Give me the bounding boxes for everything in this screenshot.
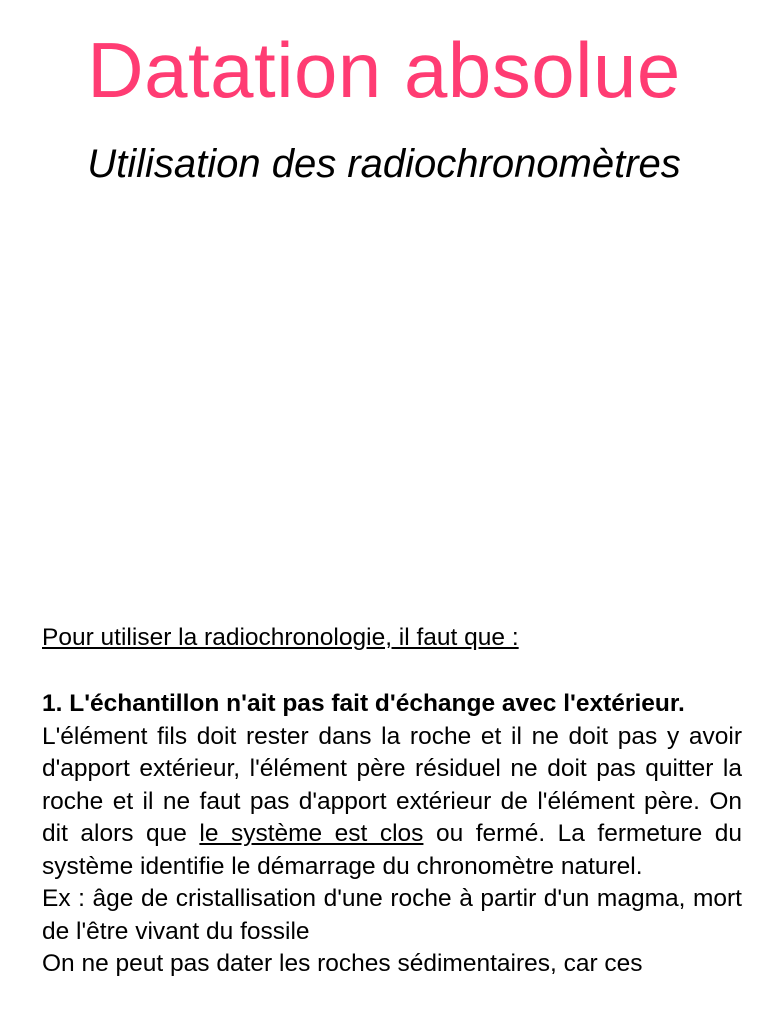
intro-text: Pour utiliser la radiochronologie, il faut que : [42,624,519,651]
page-subtitle: Utilisation des radiochronomètres [87,142,681,186]
point-1-text-before: L'élément fils doit rester dans la roche et il ne doit pas y avoir d'apport extérieur, l'élément père résiduel ne doit pas quitter la roche et il ne faut pas d'apport extérieur de l'élément père. On dit alors que [42,722,742,847]
closed-system-term: le système est clos [199,820,424,847]
point-1-section [42,688,742,981]
point-1-paragraph [42,721,742,884]
example-text: Ex : âge de cristallisation d'une roche à partir d'un magma, mort de l'être vivant du fossile [42,885,742,945]
point-1-text-after: ou fermé. La fermeture du système identifie le démarrage du chronomètre naturel. [42,820,742,880]
page-title: Datation absolue [87,26,681,114]
cut-off-line: On ne peut pas dater les roches sédimentaires, car ces [42,950,643,977]
point-1-heading: 1. L'échantillon n'ait pas fait d'échange avec l'extérieur. [42,690,685,717]
